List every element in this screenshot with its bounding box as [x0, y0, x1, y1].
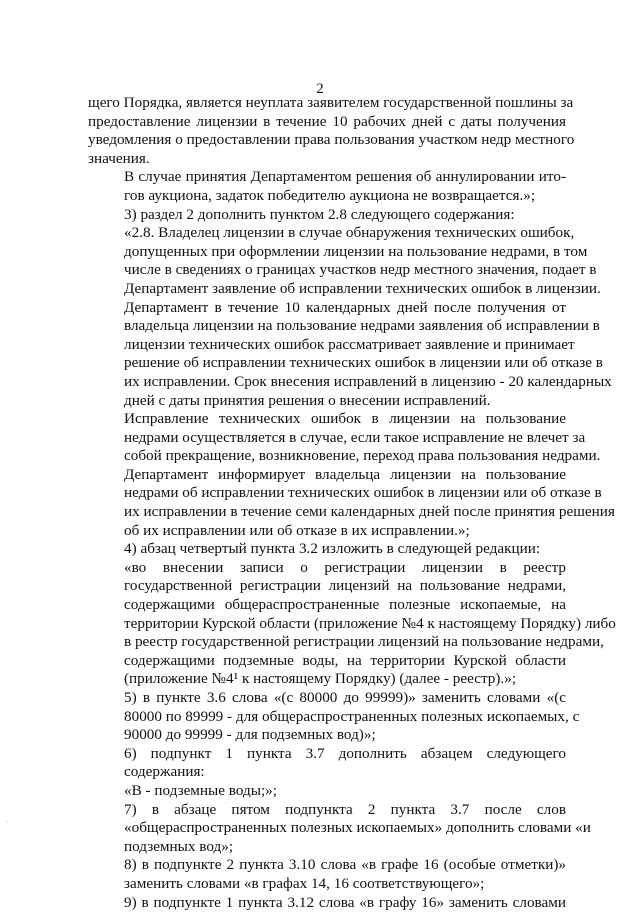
text-line: 3) раздел 2 дополнить пунктом 2.8 следующего содержания: [124, 205, 515, 223]
text-line: уведомления о предоставлении права пользования участком недр местного [88, 131, 575, 149]
text-line: их исправлении. Срок внесения исправлений в лицензию - 20 календарных [124, 372, 612, 390]
paragraph [88, 94, 575, 168]
text-line: 8) в подпункте 2 пункта 3.10 слова «в графе 16 (особые отметки)» [124, 856, 566, 874]
text-line: 4) абзац четвертый пункта 3.2 изложить в следующей редакции: [124, 540, 541, 558]
text-line: в реестр государственной регистрации лицензий на пользование недрами, [124, 633, 604, 651]
page-number: 2 [316, 81, 324, 97]
text-line: владельца лицензии на пользование недрами заявления об исправлении в [124, 317, 600, 335]
text-line: Департамент в течение 10 календарных дней после получения от [124, 298, 566, 316]
text-line: недрами осуществляется в случае, если такое исправление не влечет за [124, 428, 586, 446]
text-line: В случае принятия Департаментом решения об аннулировании ито- [124, 168, 566, 186]
text-line: 90000 до 99999 - для подземных вод)»; [124, 726, 376, 744]
text-line: Департамент заявление об исправлении технических ошибок в лицензии. [124, 279, 601, 297]
paragraph [88, 410, 601, 466]
document-body [88, 94, 616, 912]
text-line: предоставление лицензии в течение 10 рабочих дней с даты получения [88, 112, 566, 130]
text-line: гов аукциона, задаток победителю аукциона не возвращается.»; [124, 186, 536, 204]
text-line: их исправлении в течение семи календарных дней после принятия решения [124, 503, 615, 521]
text-line: «во внесении записи о регистрации лицензии в реестр [124, 558, 566, 576]
text-line: Исправление технических ошибок в лицензии на пользование [124, 410, 566, 428]
margin-mark: . [6, 815, 8, 824]
text-line: содержащими подземные воды, на территории Курской области [124, 651, 566, 669]
text-line: содержания: [124, 763, 205, 781]
paragraph [88, 800, 591, 857]
text-line: территории Курской области (приложение №4 к настоящему Порядку) либо [124, 614, 616, 632]
paragraph [88, 298, 612, 411]
paragraph [88, 168, 566, 205]
paragraph [88, 782, 566, 801]
paragraph [88, 224, 601, 298]
text-line: дней с даты принятия решения о внесении исправлений. [124, 391, 491, 409]
text-line: собой прекращение, возникновение, переход права пользования недрами. [124, 447, 601, 465]
text-line: значения. [88, 149, 150, 167]
text-line: решение об исправлении технических ошибок в лицензии или об отказе в [124, 354, 603, 372]
paragraph [88, 894, 566, 912]
text-line: 5) в пункте 3.6 слова «(с 80000 до 99999)» заменить словами «(с [124, 689, 566, 706]
text-line: 7) в абзаце пятом подпункта 2 пункта 3.7 после слов [124, 800, 566, 818]
paragraph [88, 745, 566, 782]
text-line: подземных вод»; [124, 837, 234, 855]
paragraph [88, 689, 580, 745]
paragraph [88, 856, 566, 893]
text-line: Департамент информирует владельца лицензии на пользование [124, 465, 566, 483]
text-line: лицензии технических ошибок рассматривает заявление и принимает [124, 335, 575, 353]
text-line: об их исправлении или об отказе в их исправлении.»; [124, 521, 470, 539]
paragraph [88, 558, 616, 689]
text-line: «общераспространенных полезных ископаемых» дополнить словами «и [124, 819, 591, 837]
text-line: допущенных при оформлении лицензии на пользование недрами, в том [124, 242, 588, 260]
text-line: недрами об исправлении технических ошибок в лицензии или об отказе в [124, 484, 602, 502]
paragraph [88, 206, 566, 225]
text-line: «2.8. Владелец лицензии в случае обнаружения технических ошибок, [124, 224, 575, 242]
text-line: «В - подземные воды;»; [124, 781, 277, 799]
text-line: заменить словами «в графах 14, 16 соответствующего»; [124, 874, 485, 892]
paragraph [88, 540, 566, 559]
text-line: содержащими общераспространенные полезные ископаемые, на [124, 596, 566, 614]
text-line: щего Порядка, является неуплата заявителем государственной пошлины за [88, 94, 574, 111]
text-line: 6) подпункт 1 пункта 3.7 дополнить абзацем следующего [124, 744, 566, 762]
text-line: 80000 по 89999 - для общераспространенных полезных ископаемых, с [124, 707, 580, 725]
text-line: (приложение №4¹ к настоящему Порядку) (далее - реестр).»; [124, 670, 517, 688]
text-line: государственной регистрации лицензий на пользование недрами, [124, 577, 566, 595]
paragraph [88, 465, 615, 540]
text-line: 9) в подпункте 1 пункта 3.12 слова «в графу 16» заменить словами [124, 893, 566, 911]
text-line: числе в сведениях о границах участков недр местного значения, подает в [124, 261, 597, 279]
